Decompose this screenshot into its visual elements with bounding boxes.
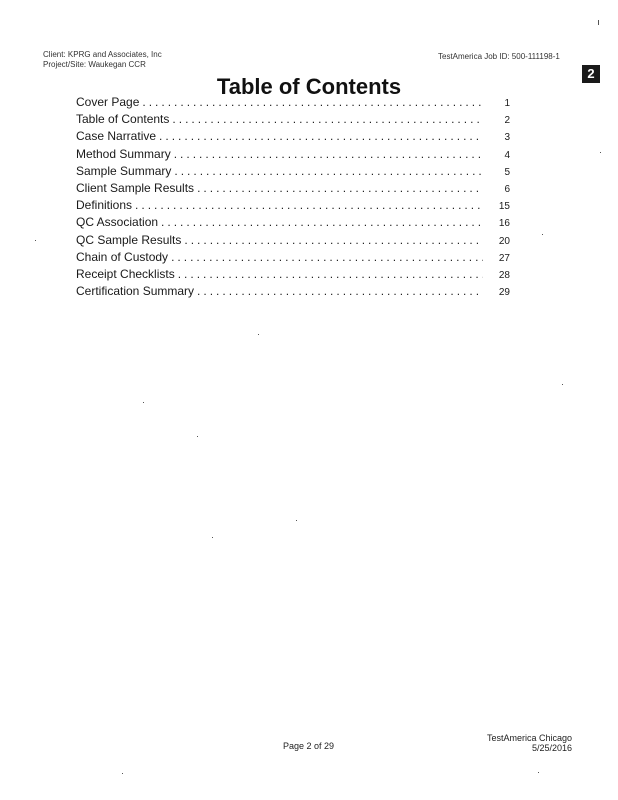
toc-entry-label: QC Association	[76, 215, 159, 230]
scan-speck	[122, 773, 123, 774]
toc-entry-definitions[interactable]	[76, 198, 510, 215]
toc-entry-receipt-checklists[interactable]	[76, 267, 510, 284]
toc-entry-label: Case Narrative	[76, 129, 157, 144]
toc-dot-leader	[161, 215, 483, 229]
toc-dot-leader	[197, 181, 483, 195]
toc-page-number: 15	[498, 201, 510, 213]
toc-dot-leader	[171, 250, 483, 264]
job-id: TestAmerica Job ID: 500-111198-1	[438, 52, 560, 61]
scan-speck	[598, 20, 599, 25]
toc-dot-leader	[184, 233, 483, 247]
toc-page-number: 16	[498, 218, 510, 230]
footer-lab-name: TestAmerica Chicago	[486, 733, 572, 743]
toc-entry-label: Certification Summary	[76, 284, 195, 299]
table-of-contents	[76, 95, 510, 301]
toc-dot-leader	[159, 129, 483, 143]
toc-dot-leader	[174, 147, 483, 161]
toc-page-number: 2	[504, 115, 510, 127]
toc-entry-client-sample-results[interactable]	[76, 181, 510, 198]
scan-speck	[296, 520, 297, 521]
scan-speck	[538, 772, 539, 773]
toc-entry-label: Definitions	[76, 198, 133, 213]
scan-speck	[35, 240, 36, 241]
toc-entry-label: QC Sample Results	[76, 232, 182, 247]
toc-entry-sample-summary[interactable]	[76, 164, 510, 181]
footer-date: 5/25/2016	[531, 743, 572, 753]
toc-dot-leader	[178, 267, 483, 281]
toc-entry-qc-sample-results[interactable]	[76, 233, 510, 250]
toc-page-number: 27	[498, 252, 510, 264]
toc-page-number: 3	[504, 132, 510, 144]
footer-lab-info	[487, 733, 572, 753]
toc-entry-qc-association[interactable]	[76, 215, 510, 232]
toc-entry-chain-of-custody[interactable]	[76, 250, 510, 267]
project-site: Project/Site: Waukegan CCR	[43, 60, 146, 69]
toc-entry-label: Cover Page	[76, 95, 140, 109]
toc-page-number: 28	[498, 269, 510, 281]
toc-entry-table-of-contents[interactable]	[76, 112, 510, 129]
toc-entry-label: Client Sample Results	[76, 180, 195, 195]
footer-page-number: Page 2 of 29	[283, 741, 335, 751]
scan-speck	[258, 334, 259, 335]
toc-page-number: 20	[498, 235, 510, 247]
toc-entry-label: Sample Summary	[76, 163, 172, 178]
scan-speck	[143, 402, 144, 403]
scan-speck	[212, 537, 213, 538]
toc-entry-cover-page[interactable]	[76, 95, 510, 112]
toc-entry-label: Chain of Custody	[76, 249, 169, 264]
toc-page-number: 6	[504, 183, 510, 195]
toc-dot-leader	[135, 198, 483, 212]
toc-entry-case-narrative[interactable]	[76, 129, 510, 146]
scan-speck	[562, 384, 563, 385]
toc-dot-leader	[174, 164, 483, 178]
toc-page-number: 1	[504, 98, 510, 109]
section-tab-badge: 2	[582, 65, 600, 83]
toc-page-number: 4	[504, 149, 510, 161]
toc-page-number: 5	[504, 166, 510, 178]
scan-speck	[600, 152, 601, 153]
scan-speck	[542, 234, 543, 235]
toc-dot-leader	[197, 284, 483, 298]
scan-speck	[197, 436, 198, 437]
page-title: Table of Contents	[216, 74, 402, 99]
toc-entry-method-summary[interactable]	[76, 147, 510, 164]
toc-dot-leader	[142, 95, 483, 109]
toc-dot-leader	[172, 112, 483, 126]
toc-entry-label: Table of Contents	[76, 112, 170, 127]
toc-entry-certification-summary[interactable]	[76, 284, 510, 301]
document-header-left	[43, 50, 162, 70]
toc-entry-label: Receipt Checklists	[76, 266, 175, 281]
toc-entry-label: Method Summary	[76, 146, 171, 161]
toc-page-number: 29	[498, 287, 510, 299]
client-name: Client: KPRG and Associates, Inc	[43, 50, 162, 59]
